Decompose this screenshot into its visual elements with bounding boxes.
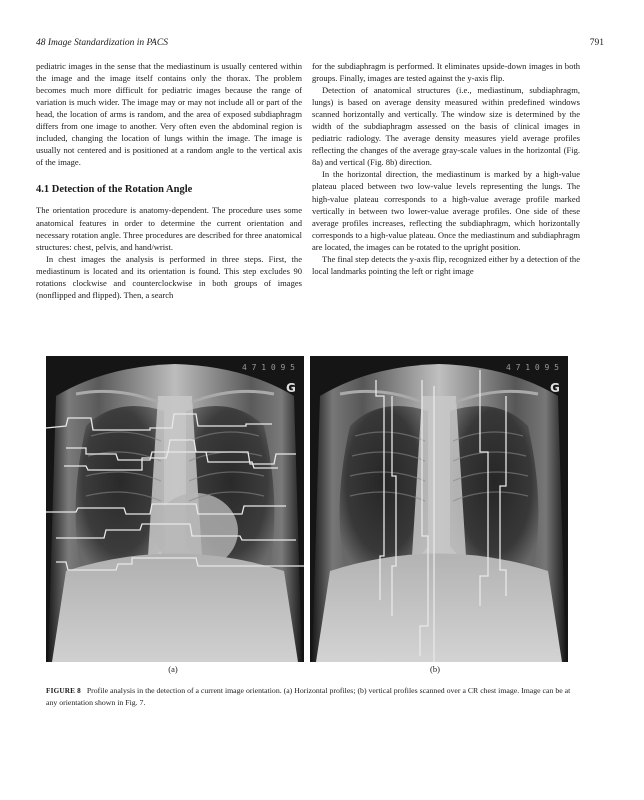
right-paragraph-1: for the subdiaphragm is performed. It eliminates upside-down images in both groups. Finally, images are tested against the y-axis flip. — [312, 61, 580, 84]
section-heading: 4.1 Detection of the Rotation Angle — [36, 184, 193, 196]
figure-caption — [46, 685, 576, 709]
left-column — [36, 60, 302, 301]
page-number: 791 — [589, 38, 604, 48]
right-paragraph-4: The final step detects the y-axis flip, recognized either by a detection of the local landmarks pointing the left or right image — [312, 253, 580, 276]
left-paragraph-3: In chest images the analysis is performed in three steps. First, the mediastinum is located and its orientation is found. This step excludes 90 rotations clockwise and counterclockwise in both groups of images (nonflipped and flipped). Then, a search — [36, 253, 302, 300]
panel-label-a: (a) — [168, 664, 178, 674]
image-a-stamp: 4 7 1 0 9 5 — [242, 363, 295, 372]
right-paragraph-2: Detection of anatomical structures (i.e., mediastinum, subdiaphragm, lungs) is based on average density measured within predefined windows scanned horizontally and vertically. The window size is determined by the width of the subdiaphragm assessed on the basis of clinical images in pediatric radiology. The average density measures yield average profiles reflecting the changes of the average gray-scale values in the horizontal (Fig. 8a) and vertical (Fig. 8b) direction. — [312, 85, 580, 168]
left-paragraph-1: pediatric images in the sense that the mediastinum is usually centered within the image and the image itself contains only the thorax. The problem becomes much more difficult for pediatric images because the range of variation is much wider. The image may or may not include all or part of the head, the location of arms is random, and the area of exposed subdiaphragm differs from one image to another. Very often even the abdominal region is included, changing the location of lungs within the image. The image is usually not centered and is positioned at a random angle to the vertical axis of the image. — [36, 61, 302, 168]
chest-xray-vertical-profiles — [310, 356, 568, 662]
right-paragraph-3: In the horizontal direction, the mediastinum is marked by a high-value plateau placed between two low-value levels representing the lungs. The high-value plateau corresponds to a high-value average profile marked vertically in between two lower-value average profiles. One side of these average profiles increases, reflecting the subdiaphragm, which horizontally corresponds to a high-value plateau. Once the mediastinum and subdiaphragm are located, the images can be rotated to the upright position. — [312, 169, 580, 252]
figure-caption-label: FIGURE 8 — [46, 687, 81, 695]
left-paragraph-2: The orientation procedure is anatomy-dependent. The procedure uses some anatomical features in order to determine the current orientation and necessary rotation angle. Three procedures are described for three anatomical structures: chest, pelvis, and hand/wrist. — [36, 205, 302, 252]
panel-label-b: (b) — [430, 664, 440, 674]
image-b-marker: G — [550, 381, 560, 395]
right-column — [312, 60, 580, 277]
running-head — [36, 38, 608, 52]
image-a-marker: G — [286, 381, 296, 395]
chapter-title: 48 Image Standardization in PACS — [36, 38, 168, 48]
figure-caption-text: Profile analysis in the detection of a current image orientation. (a) Horizontal profiles; (b) vertical profiles scanned over a CR chest image. Image can be at any orientation shown in Fig. 7. — [46, 686, 571, 707]
figure-8 — [46, 356, 580, 668]
chest-xray-horizontal-profiles — [46, 356, 304, 662]
image-b-stamp: 4 7 1 0 9 5 — [506, 363, 559, 372]
